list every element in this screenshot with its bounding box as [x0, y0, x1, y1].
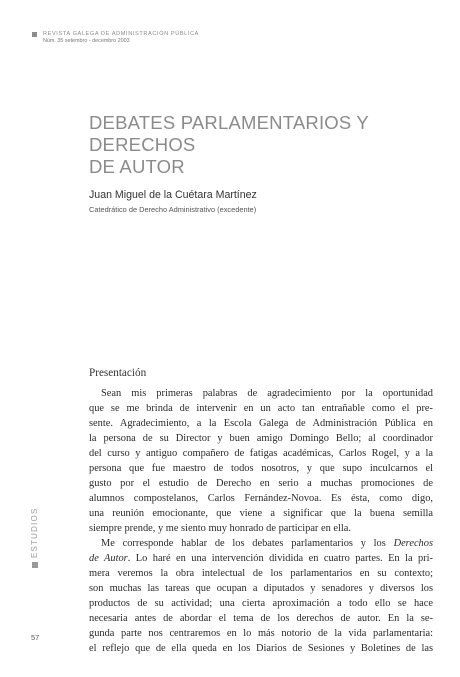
text-line: el reflejo que de ella queda en los Diarios de Sesiones y Boletines de las — [89, 643, 433, 654]
body-text — [89, 386, 433, 656]
section-side-label — [30, 498, 39, 568]
side-label-text: ESTUDIOS — [30, 507, 39, 558]
text-line: son muchas las tareas que ocupan a diputados y senadores y diversos los — [89, 583, 433, 594]
section-heading: Presentación — [89, 367, 147, 379]
text-line: necesaria antes de abordar el tema de los derechos de autor. En la se- — [89, 613, 433, 624]
journal-name — [32, 31, 199, 37]
text-line: mera veremos la obra intelectual de los parlamentarios en su contexto; — [89, 568, 433, 579]
article-title-line: DE AUTOR — [89, 156, 185, 177]
journal-issue: Núm. 35 setembro - decembro 2003 — [43, 38, 130, 44]
paragraph — [89, 386, 433, 536]
square-bullet-icon — [32, 32, 37, 37]
text-line: persona que fue maestro de todos nosotros, y que supo inculcarnos el — [89, 463, 433, 474]
text-line: productos de su actividad; una cierta aproximación a todo ello se hace — [89, 598, 433, 609]
text-run: . Lo haré en una intervención dividida en cuatro partes. En la pri- — [127, 553, 433, 564]
square-bullet-icon — [32, 562, 38, 568]
text-line: una reunión emocionante, que viene a significar que la buena semilla — [89, 508, 433, 519]
journal-name-text: REVISTA GALEGA DE ADMINISTRACIÓN PÚBLICA — [43, 31, 200, 37]
text-line: gunda parte nos centraremos en lo más notorio de la vida parlamentaria: — [89, 628, 433, 639]
text-line: siempre prende, y me siento muy honrado de participar en ella. — [89, 523, 351, 534]
text-line: gusto por el estudio de Derecho en serio a muchas promociones de — [89, 478, 433, 489]
text-line: sente. Agradecimiento, a la Escola Galega de Administración Pública en — [89, 418, 433, 429]
text-line: alumnos compostelanos, Carlos Fernández-Novoa. Es ésta, como digo, — [89, 493, 433, 504]
paragraph — [89, 536, 433, 656]
text-line — [89, 551, 433, 566]
text-line: del curso y antiguo compañero de fatigas académicas, Carlos Rogel, y a la — [89, 448, 433, 459]
journal-header — [32, 31, 199, 44]
text-line: que se me brinda de intervenir en un acto tan entrañable como el pre- — [89, 403, 433, 414]
text-line: Sean mis primeras palabras de agradecimiento por la oportunidad — [101, 388, 433, 399]
italic-text: Derechos — [393, 538, 433, 549]
italic-text: de Autor — [89, 553, 128, 564]
article-title — [89, 112, 439, 178]
text-run: Me corresponde hablar de los debates parlamentarios y los — [101, 538, 394, 549]
page-number: 57 — [31, 633, 40, 642]
author-name: Juan Miguel de la Cuétara Martínez — [89, 189, 257, 201]
article-title-line: DEBATES PARLAMENTARIOS Y DERECHOS — [89, 112, 369, 155]
text-line: la persona de su Director y buen amigo Domingo Bello; al coordinador — [89, 433, 433, 444]
author-affiliation: Catedrático de Derecho Administrativo (excedente) — [89, 205, 257, 214]
text-line — [89, 536, 433, 551]
